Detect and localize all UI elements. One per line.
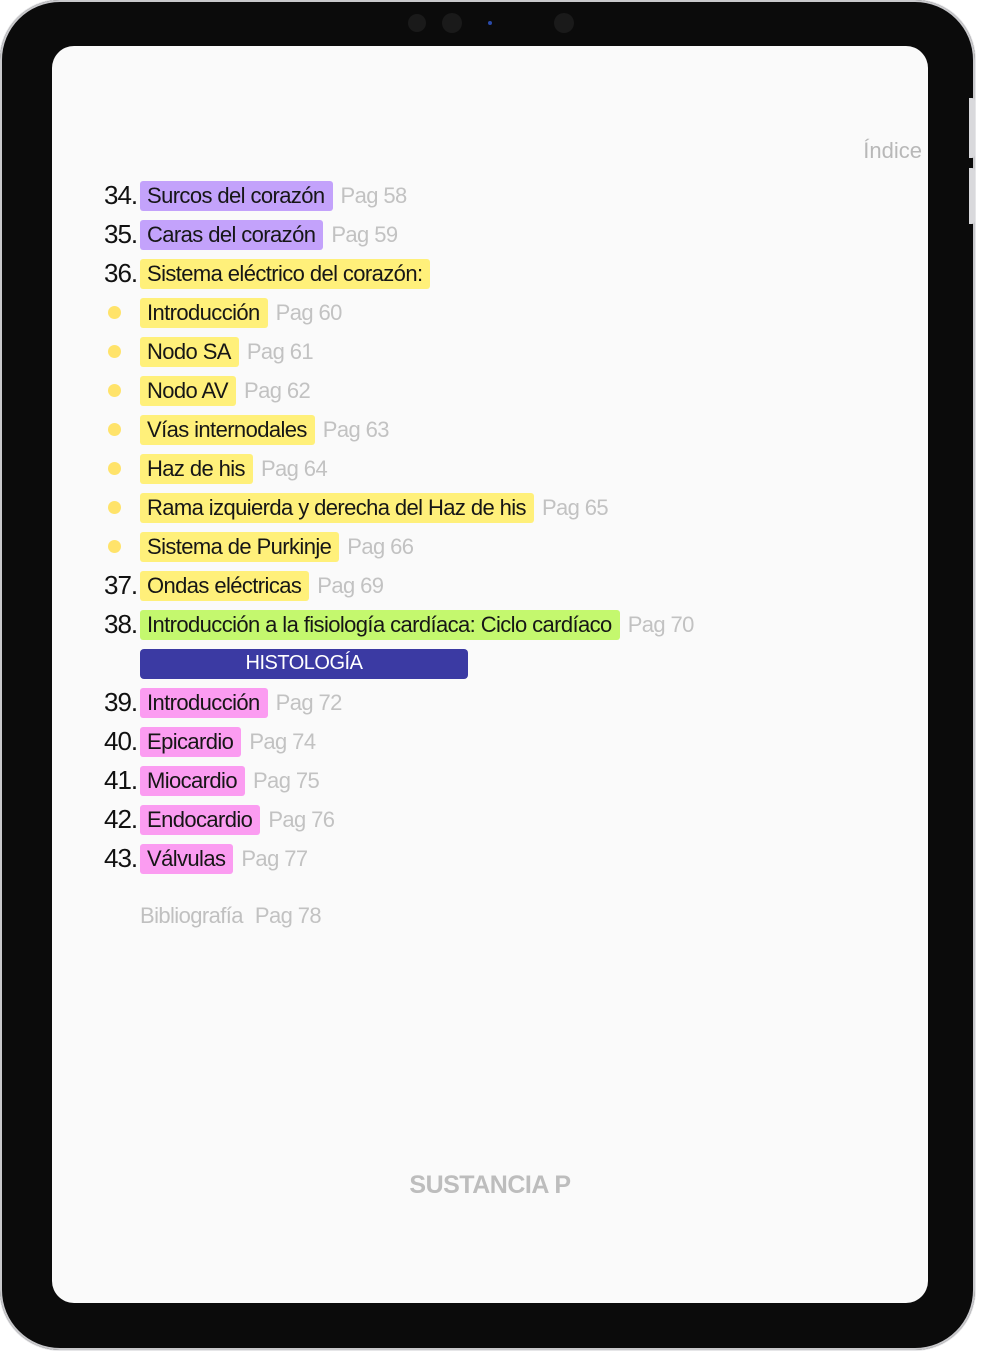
toc-subentry[interactable] [104, 449, 904, 488]
entry-title: Válvulas [140, 844, 233, 874]
toc-entry[interactable] [104, 176, 904, 215]
entry-number: 34. [104, 180, 138, 210]
bullet-icon [104, 462, 140, 475]
subentry-title: Sistema de Purkinje [140, 532, 339, 562]
bullet-icon [104, 540, 140, 553]
entry-number: 39. [104, 687, 138, 717]
entry-number: 40. [104, 726, 138, 756]
toc-entry[interactable] [104, 254, 904, 293]
toc-entry[interactable] [104, 605, 904, 644]
toc-subentry[interactable] [104, 410, 904, 449]
entry-page: Pag 70 [627, 611, 694, 637]
entry-page: Pag 69 [317, 572, 384, 598]
bibliography-title: Bibliografía [140, 903, 243, 928]
subentry-page: Pag 63 [322, 416, 389, 442]
sensor-icon [554, 13, 574, 33]
subentry-page: Pag 61 [246, 338, 313, 364]
entry-page: Pag 59 [331, 221, 398, 247]
entry-page: Pag 58 [340, 182, 407, 208]
entry-title: Sistema eléctrico del corazón: [140, 259, 430, 289]
subentry-title: Introducción [140, 298, 268, 328]
bullet-icon [104, 423, 140, 436]
entry-number: 38. [104, 609, 138, 639]
toc-entry[interactable] [104, 215, 904, 254]
entry-page: Pag 75 [252, 767, 320, 793]
entry-title: Endocardio [140, 805, 260, 835]
volume-down-button [969, 168, 975, 224]
toc-entry[interactable] [104, 839, 904, 878]
subentry-page: Pag 60 [275, 299, 342, 325]
toc-entry[interactable] [104, 722, 904, 761]
subentry-title: Rama izquierda y derecha del Haz de his [140, 493, 534, 523]
entry-number: 42. [104, 804, 138, 834]
subentry-page: Pag 64 [260, 455, 328, 481]
bullet-icon [104, 345, 140, 358]
camera-indicator-icon [488, 21, 492, 25]
subentry-title: Haz de his [140, 454, 253, 484]
subentry-title: Vías internodales [140, 415, 315, 445]
entry-page: Pag 77 [241, 845, 308, 871]
brand-footer: SUSTANCIA P [409, 1171, 571, 1199]
index-label[interactable]: Índice [863, 138, 922, 163]
toc-subentry[interactable] [104, 332, 904, 371]
toc-entry[interactable] [104, 683, 904, 722]
subentry-title: Nodo AV [140, 376, 236, 406]
entry-number: 37. [104, 570, 138, 600]
entry-page: Pag 76 [268, 806, 335, 832]
toc-entry[interactable] [104, 800, 904, 839]
toc-subentry[interactable] [104, 488, 904, 527]
subentry-page: Pag 65 [541, 494, 609, 520]
volume-up-button [969, 98, 975, 158]
toc-subentry[interactable] [104, 527, 904, 566]
bullet-icon [104, 384, 140, 397]
entry-number: 41. [104, 765, 138, 795]
subentry-page: Pag 62 [244, 377, 311, 403]
bullet-icon [104, 306, 140, 319]
subentry-title: Nodo SA [140, 337, 239, 367]
entry-title: Ondas eléctricas [140, 571, 309, 601]
entry-page: Pag 72 [275, 689, 342, 715]
subentry-page: Pag 66 [347, 533, 414, 559]
document-page [52, 46, 928, 1303]
sensor-icon [408, 14, 426, 32]
bibliography-page: Pag 78 [254, 903, 322, 928]
entry-number: 43. [104, 843, 138, 873]
entry-number: 35. [104, 219, 138, 249]
toc-subentry[interactable] [104, 293, 904, 332]
camera-bar [400, 8, 580, 36]
entry-title: Introducción a la fisiología cardíaca: Ciclo cardíaco [140, 610, 620, 640]
toc-entry[interactable] [104, 761, 904, 800]
toc-entry[interactable] [104, 566, 904, 605]
entry-title: Introducción [140, 688, 268, 718]
entry-title: Epicardio [140, 727, 241, 757]
bibliography-entry[interactable] [104, 896, 904, 936]
entry-title: Caras del corazón [140, 220, 323, 250]
camera-icon [442, 13, 462, 33]
section-row [104, 644, 904, 683]
table-of-contents [104, 176, 904, 936]
bullet-icon [104, 501, 140, 514]
entry-title: Surcos del corazón [140, 181, 333, 211]
toc-subentry[interactable] [104, 371, 904, 410]
entry-page: Pag 74 [249, 728, 316, 754]
section-header-histologia[interactable]: HISTOLOGÍA [140, 649, 468, 679]
entry-title: Miocardio [140, 766, 245, 796]
entry-number: 36. [104, 258, 138, 288]
